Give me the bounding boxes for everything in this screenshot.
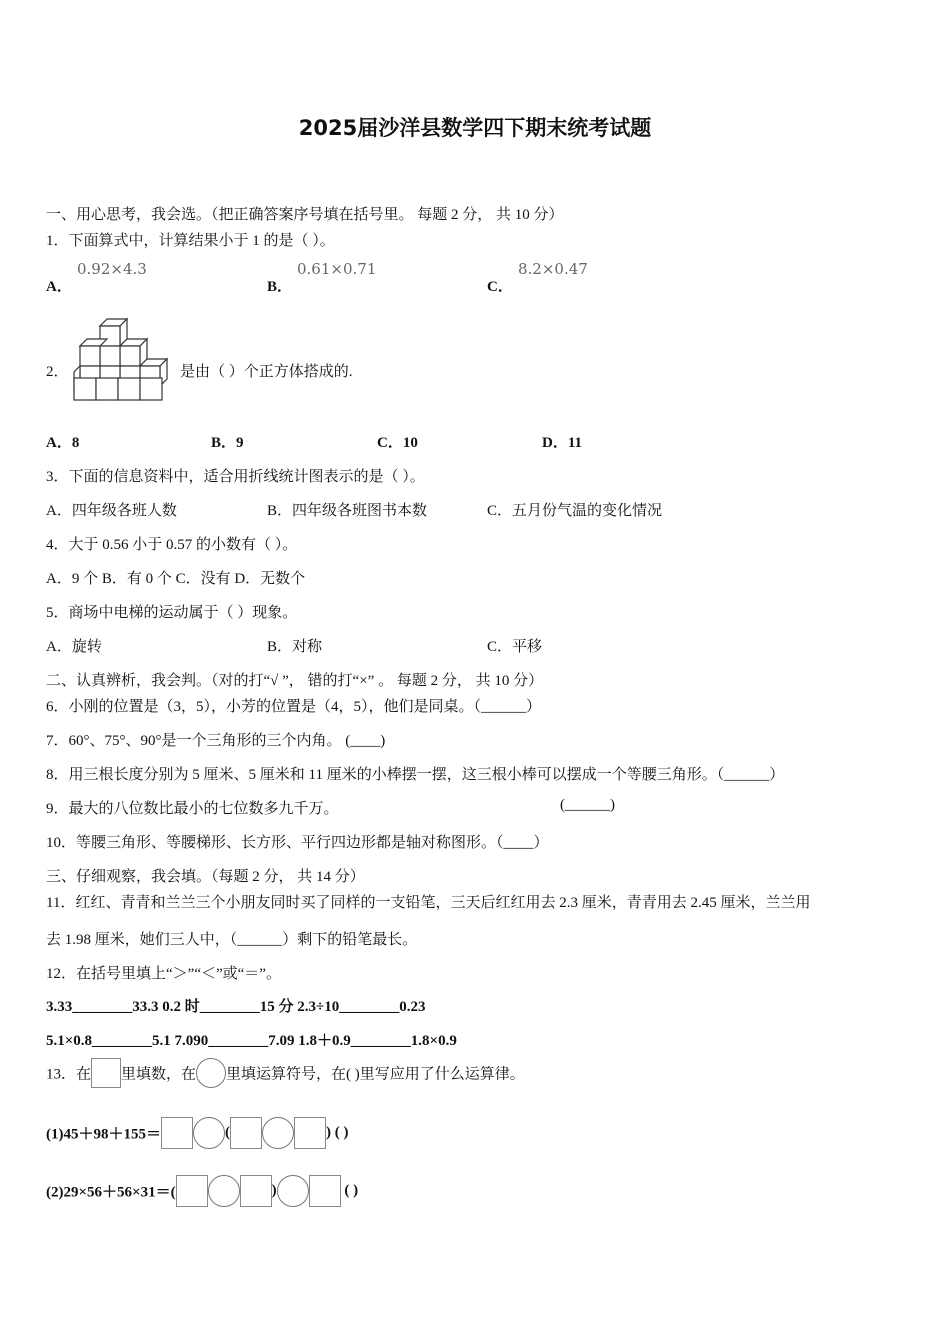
q5-text: 5．商场中电梯的运动属于（ ）现象。	[46, 605, 298, 621]
q13-row2-prefix: (2)29×56＋56×31＝(	[46, 1184, 176, 1201]
q9-text: 9．最大的八位数比最小的七位数多九千万。	[46, 801, 339, 817]
page-title: 2025届沙洋县数学四下期末统考试题	[298, 116, 652, 140]
q4-text: 4．大于 0.56 小于 0.57 的小数有（ ）。	[46, 537, 298, 553]
q13-instruction	[46, 1058, 525, 1088]
q13-row1	[46, 1117, 349, 1149]
section2-heading: 二、认真辨析，我会判。（对的打“√ ”， 错的打“×” 。 每题 2 分， 共 10 分）	[46, 673, 544, 689]
q13-part2: 里填数，在	[121, 1066, 197, 1083]
answer-box-6[interactable]	[309, 1175, 341, 1207]
q7-text: 7．60°、75°、90°是一个三角形的三个内角。 (____)	[46, 733, 386, 749]
q5-option-b: B．对称	[267, 639, 323, 655]
q8-text: 8．用三根长度分别为 5 厘米、5 厘米和 11 厘米的小棒摆一摆，这三根小棒可以摆成一个等腰三角形。（______）	[46, 767, 785, 783]
q1-option-c-formula: 8.2×0.47	[518, 260, 588, 278]
q2-option-b: B．9	[211, 435, 244, 451]
q6-text: 6．小刚的位置是（3，5），小芳的位置是（4，5），他们是同桌。（______）	[46, 699, 542, 715]
answer-box-5[interactable]	[240, 1175, 272, 1207]
circle-placeholder-icon	[196, 1058, 226, 1088]
q5-option-c: C．平移	[487, 639, 543, 655]
answer-box-3[interactable]	[294, 1117, 326, 1149]
q1-text: 1．下面算式中，计算结果小于 1 的是（ ）。	[46, 233, 335, 249]
q2-text: 是由（ ）个正方体搭成的.	[180, 364, 353, 380]
q13-row1-prefix: (1)45＋98＋155＝	[46, 1126, 161, 1143]
q2-option-c: C．10	[377, 435, 418, 451]
q10-text: 10．等腰三角形、等腰梯形、长方形、平行四边形都是轴对称图形。（____）	[46, 835, 549, 851]
q11-line2: 去 1.98 厘米，她们三人中，（______）剩下的铅笔最长。	[46, 932, 418, 948]
q1-option-c-label: C．	[487, 279, 513, 295]
q3-option-b: B．四年级各班图书本数	[267, 503, 428, 519]
q1-option-b-formula: 0.61×0.71	[297, 260, 377, 278]
q13-part1: 13．在	[46, 1066, 92, 1083]
q11-line1: 11．红红、青青和兰兰三个小朋友同时买了同样的一支铅笔，三天后红红用去 2.3 厘米，青青用去 2.45 厘米，兰兰用	[46, 895, 811, 911]
q2-option-d: D．11	[542, 435, 583, 451]
q4-options: A．9 个 B．有 0 个 C．没有 D．无数个	[46, 571, 306, 587]
q5-option-a: A．旋转	[46, 639, 102, 655]
operator-circle-3[interactable]	[208, 1175, 240, 1207]
answer-box-1[interactable]	[161, 1117, 193, 1149]
q13-row2	[46, 1175, 358, 1207]
q1-option-a-label: A．	[46, 279, 72, 295]
operator-circle-1[interactable]	[193, 1117, 225, 1149]
q3-option-a: A．四年级各班人数	[46, 503, 177, 519]
square-placeholder-icon	[91, 1058, 121, 1088]
q13-row2-mid: )	[271, 1182, 277, 1199]
q12-row2: 5.1×0.8________5.1 7.090________7.09 1.8＋0.9________1.8×0.9	[46, 1033, 457, 1049]
q12-row1: 3.33________33.3 0.2 时________15 分 2.3÷10________0.23	[46, 999, 426, 1015]
q13-part3: 里填运算符号，在( )里写应用了什么运算律。	[226, 1066, 525, 1083]
q13-row1-open: (	[225, 1124, 230, 1141]
q2-option-a: A．8	[46, 435, 80, 451]
q13-row1-close: ) ( )	[326, 1124, 349, 1141]
answer-box-2[interactable]	[230, 1117, 262, 1149]
cube-stack-image	[70, 316, 175, 404]
q3-option-c: C．五月份气温的变化情况	[487, 503, 663, 519]
q13-row2-tail: ( )	[340, 1182, 359, 1199]
operator-circle-2[interactable]	[262, 1117, 294, 1149]
q1-option-b-label: B．	[267, 279, 293, 295]
operator-circle-4[interactable]	[277, 1175, 309, 1207]
q1-option-a-formula: 0.92×4.3	[77, 260, 147, 278]
section1-heading: 一、用心思考，我会选。（把正确答案序号填在括号里。 每题 2 分， 共 10 分）	[46, 207, 564, 223]
answer-box-4[interactable]	[176, 1175, 208, 1207]
q2-number: 2．	[46, 364, 69, 380]
q3-text: 3．下面的信息资料中，适合用折线统计图表示的是（ ）。	[46, 469, 425, 485]
q12-text: 12．在括号里填上“＞”“＜”或“＝”。	[46, 966, 281, 982]
section3-heading: 三、仔细观察，我会填。（每题 2 分， 共 14 分）	[46, 869, 365, 885]
q9-blank: (______)	[560, 797, 615, 813]
